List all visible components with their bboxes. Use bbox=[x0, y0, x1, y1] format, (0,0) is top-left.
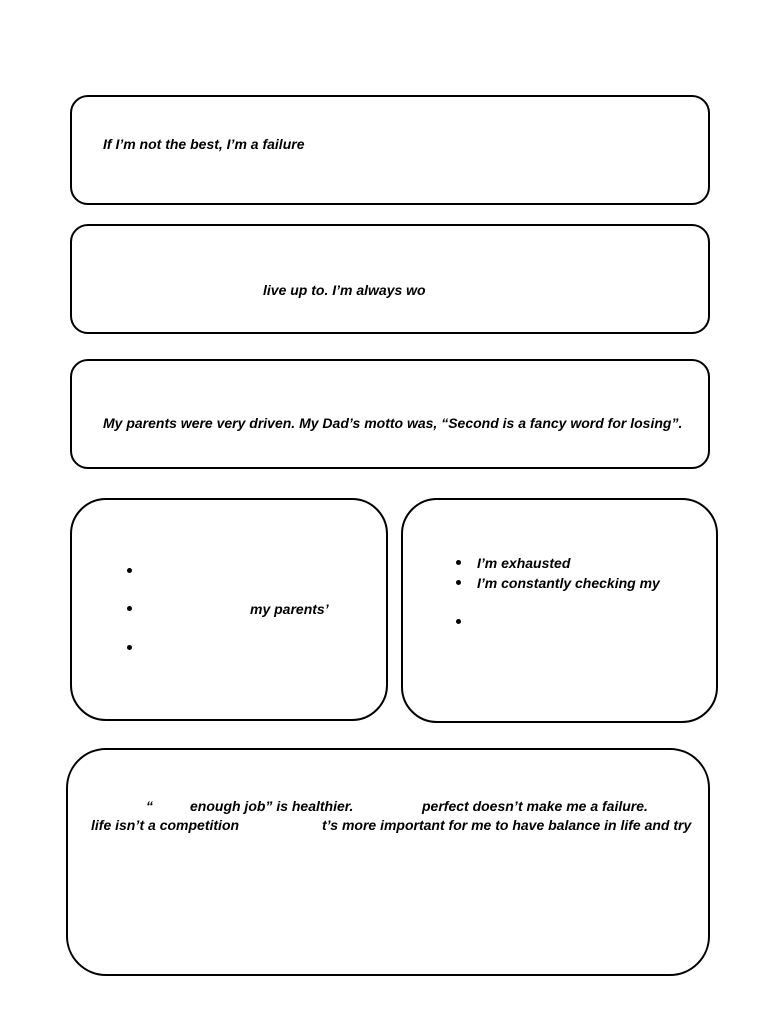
origin-box bbox=[70, 359, 710, 469]
standard-text: live up to. I’m always wo bbox=[263, 282, 426, 298]
origin-text: My parents were very driven. My Dad’s motto was, “Second is a fancy word for losing”. bbox=[103, 415, 683, 431]
balanced-thought-box bbox=[66, 748, 710, 976]
belief-box bbox=[70, 95, 710, 205]
balanced-text-1b: perfect doesn’t make me a failure. bbox=[422, 798, 648, 814]
belief-text: If I’m not the best, I’m a failure bbox=[103, 136, 305, 152]
bullet-item: I’m exhausted bbox=[477, 555, 571, 571]
bullet-dot bbox=[127, 568, 132, 573]
bullet-item: I’m constantly checking my bbox=[477, 575, 660, 591]
bullet-dot bbox=[127, 606, 132, 611]
bullet-dot bbox=[127, 645, 132, 650]
open-quote: “ bbox=[146, 798, 153, 814]
balanced-text-2b: t’s more important for me to have balance in life and try bbox=[322, 817, 692, 833]
effects-box-right bbox=[401, 498, 718, 723]
bullet-dot bbox=[456, 619, 461, 624]
bullet-dot bbox=[456, 560, 461, 565]
bullet-item: my parents’ bbox=[250, 601, 329, 617]
standard-box bbox=[70, 224, 710, 334]
bullet-dot bbox=[456, 580, 461, 585]
effects-box-left bbox=[70, 498, 388, 721]
balanced-text-2a: life isn’t a competition bbox=[91, 817, 240, 833]
balanced-text-1a: enough job” is healthier. bbox=[190, 798, 354, 814]
